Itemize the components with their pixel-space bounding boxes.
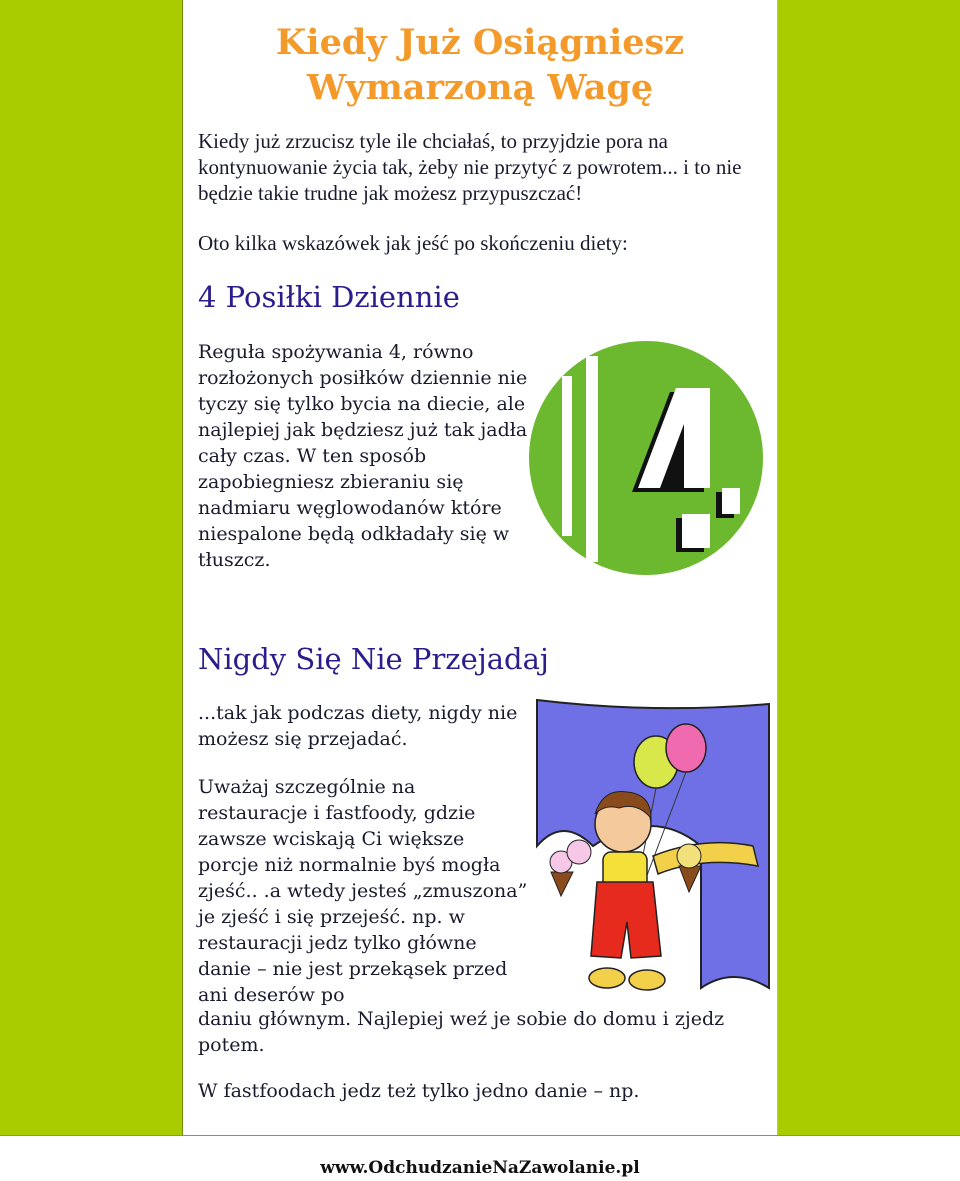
number-four-graphic [526, 336, 764, 580]
page-title-line2: Wymarzoną Wagę [306, 67, 654, 108]
left-side-band [0, 0, 183, 1136]
section-heading-four-meals: 4 Posiłki Dziennie [198, 280, 460, 314]
right-shoe [629, 970, 665, 990]
intro-tips-line: Oto kilka wskazówek jak jeść po skończeniu diety: [198, 231, 628, 255]
restaurant-advice-end: daniu głównym. Najlepiej weź je sobie do domu i zjedz potem. [198, 1008, 725, 1056]
document-page [183, 0, 777, 1136]
stripe-1 [562, 376, 572, 536]
stripe-2 [586, 356, 598, 562]
overeating-intro: ...tak jak podczas diety, nigdy nie możesz się przejadać. [198, 702, 518, 750]
boy-with-balloons-illustration [533, 696, 777, 1008]
boy-overalls [591, 882, 661, 958]
four-meals-paragraph: Reguła spożywania 4, równo rozłożonych posiłków dziennie nie tyczy się tylko bycia na diecie, ale najlepiej jak będziesz już tak jadła cały czas. W ten sposób zapobiegniesz zbieraniu się nadmiaru węglowodanów które niespalone będą odkładały się w tłuszcz. [198, 341, 528, 571]
page-title [183, 20, 777, 110]
ice-cream-cone-left [551, 872, 573, 896]
section-heading-no-overeating: Nigdy Się Nie Przejadaj [198, 642, 549, 676]
pink-balloon [666, 724, 706, 772]
ice-cream-cone-right [679, 866, 701, 892]
ice-cream-scoop-right [677, 844, 701, 868]
ice-cream-scoop-left-2 [567, 840, 591, 864]
footer-divider [0, 1135, 960, 1136]
left-shoe [589, 968, 625, 988]
fastfood-advice: W fastfoodach jedz też tylko jedno danie – np. [198, 1080, 640, 1102]
intro-paragraph: Kiedy już zrzucisz tyle ile chciałaś, to przyjdzie pora na kontynuowanie życia tak, żeby nie przytyć z powrotem... i to nie będzie takie trudne jak możesz przypuszczać! [198, 129, 742, 205]
restaurant-advice: Uważaj szczególnie na restauracje i fastfoody, gdzie zawsze wciskają Ci większe porcje niż normalnie byś mogła zjeść.. .a wtedy jesteś „zmuszona” je zjeść i się przejeść. np. w restauracji jedz tylko główne danie – nie jest przekąsek przed ani deserów po [198, 776, 528, 1006]
footer-url: www.OdchudzanieNaZawolanie.pl [320, 1158, 640, 1178]
page-title-line1: Kiedy Już Osiągniesz [275, 22, 685, 63]
right-side-band [777, 0, 960, 1136]
